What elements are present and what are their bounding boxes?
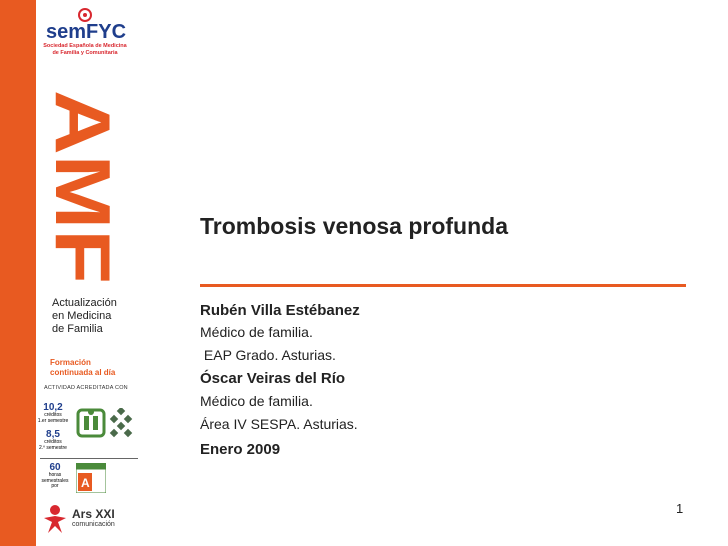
amf-logo xyxy=(39,88,128,288)
semfyc-wordmark-fyc: FYC xyxy=(86,21,127,43)
credit-period-1: 1.er semestre xyxy=(37,417,69,424)
semfyc-subtitle-line1: Sociedad Española de Medicina xyxy=(43,43,127,49)
slide-date: Enero 2009 xyxy=(200,441,281,458)
credit-unit-1: créditos xyxy=(44,412,62,418)
author2-place: Área IV SESPA. Asturias. xyxy=(200,416,358,432)
amf-subtitle xyxy=(52,297,117,336)
hours-line2: semestrales xyxy=(41,477,69,484)
credit-value-2: 8,5 xyxy=(46,429,60,440)
credit-period-2: 2.º semestre xyxy=(39,444,67,451)
author1-role: Médico de familia. xyxy=(200,324,313,340)
slide-title: Trombosis venosa profunda xyxy=(200,213,508,239)
semfyc-logo xyxy=(40,6,130,62)
formacion-line2: continuada al día xyxy=(50,368,116,377)
credit-block-2 xyxy=(34,429,72,451)
accreditation-logo-green xyxy=(76,406,106,440)
page-number: 1 xyxy=(676,501,684,516)
amf-subtitle-line2: en Medicina xyxy=(52,310,112,322)
amf-subtitle-line1: Actualización xyxy=(52,297,117,309)
left-accent-bar xyxy=(0,0,36,546)
amf-letters: AMF xyxy=(39,90,127,259)
accreditation-logo-pattern xyxy=(108,408,134,438)
credit-unit-2: créditos xyxy=(44,439,62,445)
hours-value: 60 xyxy=(49,462,61,473)
acreditada-label: ACTIVIDAD ACREDITADA CON xyxy=(44,385,128,391)
hours-line3: por xyxy=(51,483,59,489)
semfyc-subtitle-line2: de Familia y Comunitaria xyxy=(52,49,118,56)
author2-name: Óscar Veiras del Río xyxy=(200,370,346,387)
sidebar-divider xyxy=(40,458,138,459)
formacion-line1: Formación xyxy=(50,358,91,367)
credit-value-1: 10,2 xyxy=(43,402,63,413)
atencion-primaria-logo xyxy=(76,463,106,493)
title-rule xyxy=(200,284,686,287)
author2-role: Médico de familia. xyxy=(200,393,313,409)
ars-logo-icon xyxy=(42,504,68,534)
formacion-label xyxy=(50,358,115,378)
hours-line1: horas xyxy=(48,472,62,478)
credit-block-1 xyxy=(34,402,72,424)
amf-subtitle-line3: de Familia xyxy=(52,323,103,335)
ars-name: Ars XXI xyxy=(72,507,115,521)
ars-subtitle: comunicación xyxy=(72,521,115,528)
semfyc-wordmark-sem: sem xyxy=(46,21,87,43)
author1-place: EAP Grado. Asturias. xyxy=(200,347,336,363)
hours-block xyxy=(36,462,74,490)
author1-name: Rubén Villa Estébanez xyxy=(200,302,360,319)
svg-text:A: A xyxy=(81,476,90,490)
